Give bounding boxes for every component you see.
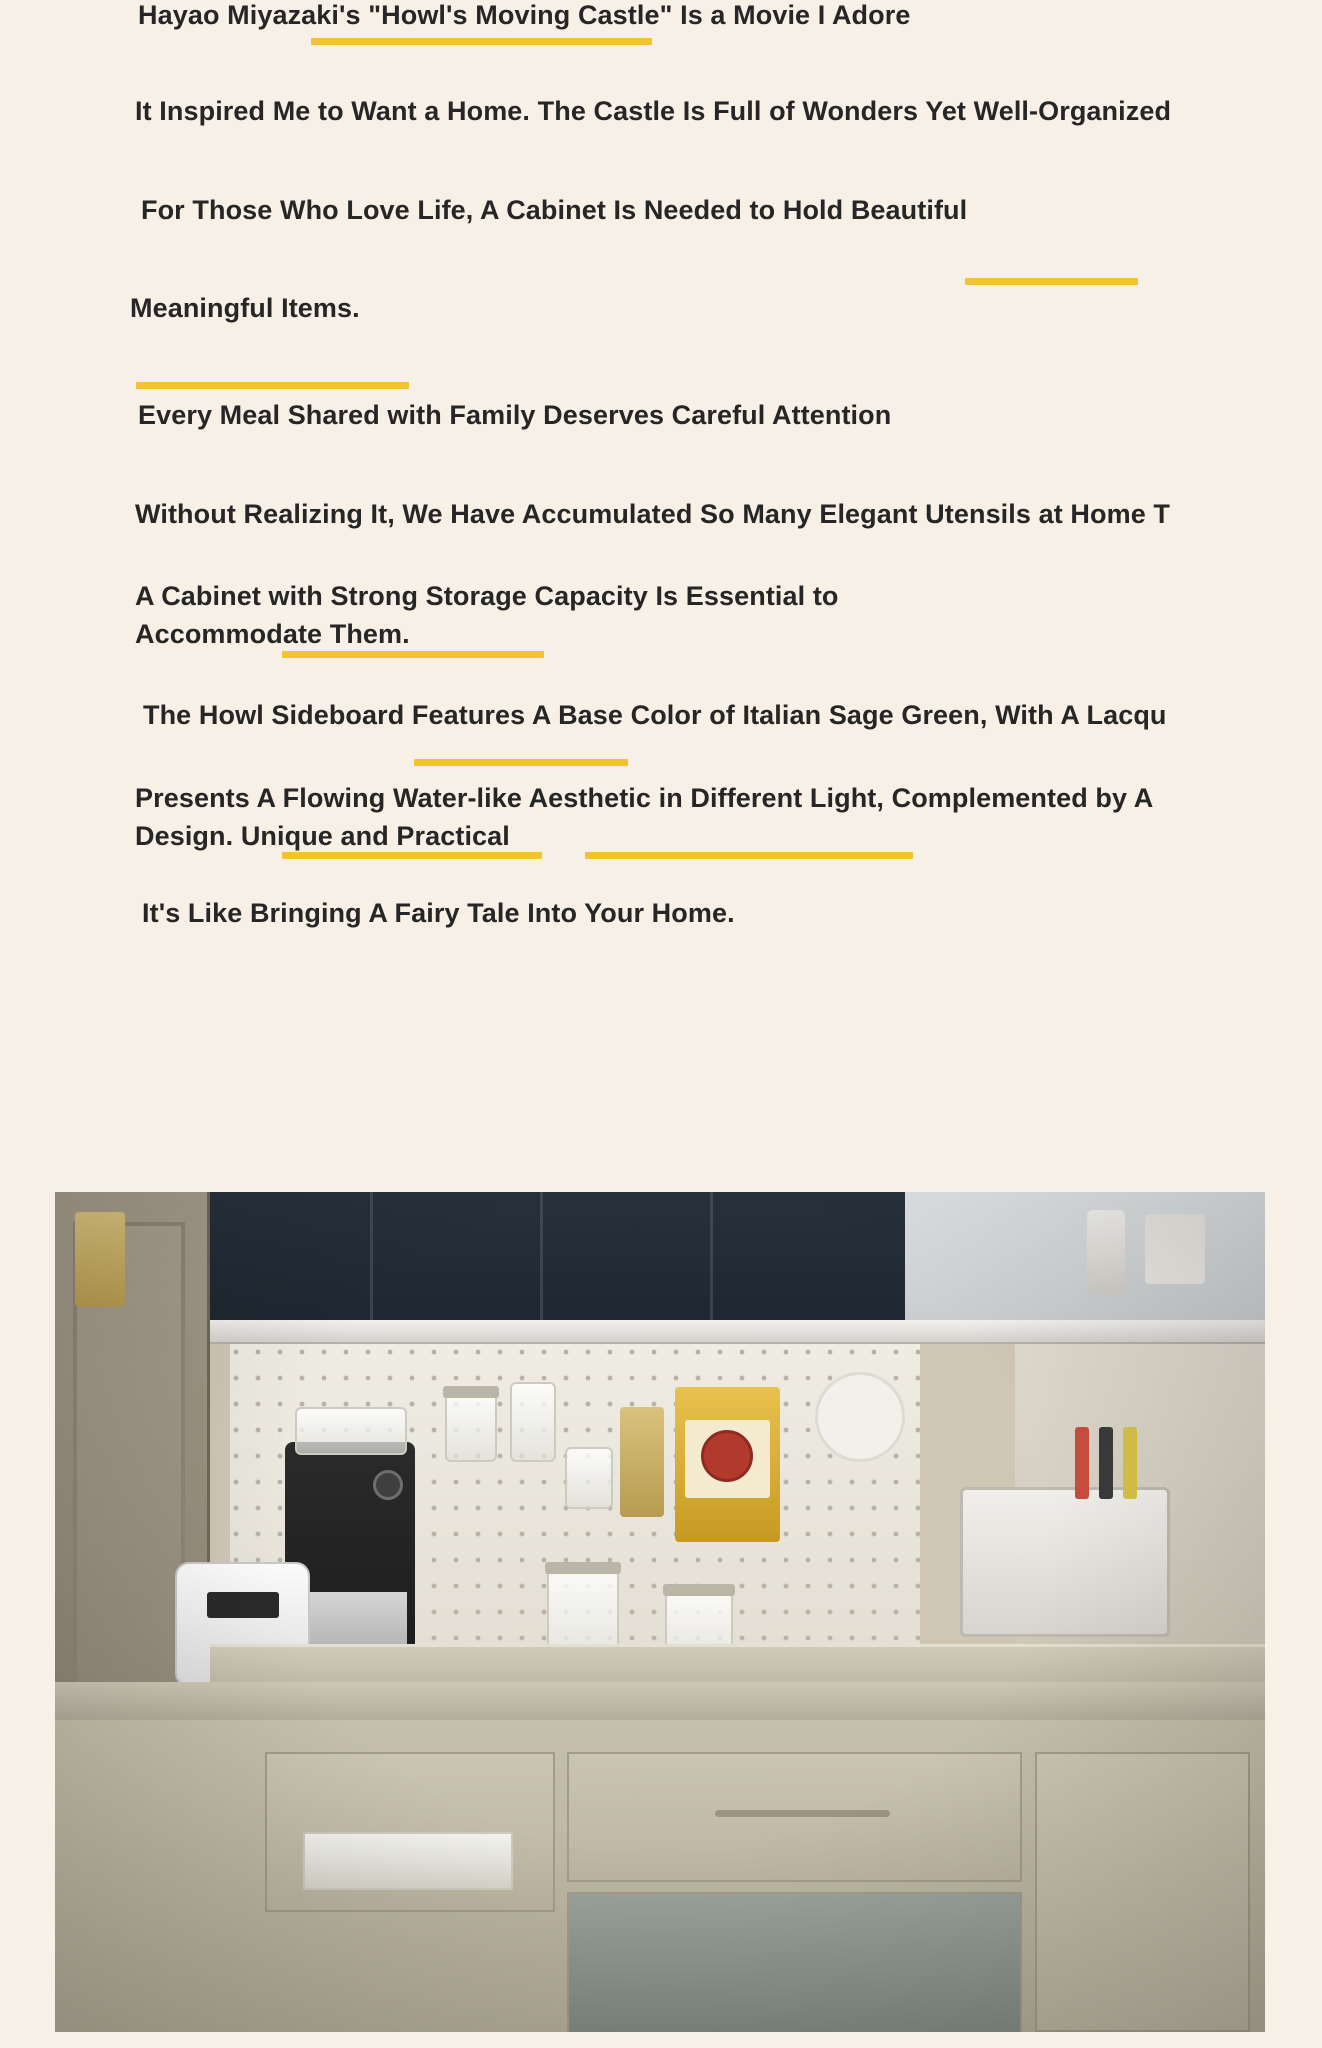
coffee-bean-hopper (295, 1407, 407, 1455)
glass-jar-lid-1 (545, 1562, 621, 1574)
copy-line-2: It Inspired Me to Want a Home. The Castle Is Full of Wonders Yet Well-Organized (135, 96, 1172, 126)
marketing-copy-block (0, 0, 1322, 928)
tin-canister-emblem (701, 1430, 753, 1482)
shelf-rail (210, 1320, 1265, 1344)
counter-top (55, 1682, 1265, 1724)
highlight-bar-3 (136, 382, 409, 389)
copy-line-5: Every Meal Shared with Family Deserves Careful Attention (138, 400, 892, 430)
base-drawer-right (1035, 1752, 1250, 2032)
knife-2 (1099, 1427, 1113, 1499)
bottle-top-shelf (75, 1212, 125, 1307)
jar-pegboard-2 (510, 1382, 556, 1462)
copy-line-7: A Cabinet with Strong Storage Capacity Is Essential to (135, 581, 839, 611)
coffee-machine-dial (373, 1470, 403, 1500)
rice-cooker-display (207, 1592, 279, 1618)
drawer-handle-center (715, 1810, 890, 1817)
copy-line-3: For Those Who Love Life, A Cabinet Is Needed to Hold Beautiful (141, 195, 968, 225)
glass-jar-lid-2 (663, 1584, 735, 1596)
copy-line-8: Accommodate Them. (135, 619, 410, 649)
copy-line-12: It's Like Bringing A Fairy Tale Into Your Home. (142, 898, 735, 928)
copy-line-1: Hayao Miyazaki's "Howl's Moving Castle" Is a Movie I Adore (138, 0, 911, 30)
highlight-bar-7 (585, 852, 913, 859)
sauce-bottle (620, 1407, 664, 1517)
upper-white-cabinet (905, 1192, 1265, 1324)
highlight-bar-4 (282, 651, 544, 658)
copy-line-10: Presents A Flowing Water-like Aesthetic in Different Light, Complemented by A (135, 783, 1154, 813)
tray-tablet (960, 1487, 1170, 1637)
jar-pegboard-1 (445, 1392, 497, 1462)
base-drawer-center (567, 1752, 1022, 1882)
photo-scene (55, 1192, 1265, 2032)
knife-1 (1075, 1427, 1089, 1499)
copy-line-11: Design. Unique and Practical (135, 821, 510, 851)
copy-line-4: Meaningful Items. (130, 293, 360, 323)
highlight-bar-2 (965, 278, 1138, 285)
highlight-bar-5 (414, 759, 628, 766)
highlight-bar-6 (282, 852, 542, 859)
copy-line-9: The Howl Sideboard Features A Base Color of Italian Sage Green, With A Lacqu (143, 700, 1167, 730)
copy-line-6: Without Realizing It, We Have Accumulated So Many Elegant Utensils at Home T (135, 499, 1171, 529)
sideboard-photo (55, 1192, 1265, 2032)
knife-3 (1123, 1427, 1137, 1499)
plate-rack (815, 1372, 905, 1462)
thermos-top-shelf (1087, 1210, 1125, 1295)
mug-top-shelf (1145, 1214, 1205, 1284)
highlight-bar-1 (311, 38, 652, 45)
condiment-jar (565, 1447, 613, 1509)
jar-lid-1 (443, 1386, 499, 1398)
glassware-row (303, 1832, 513, 1890)
base-cabinet-lower (567, 1892, 1022, 2032)
